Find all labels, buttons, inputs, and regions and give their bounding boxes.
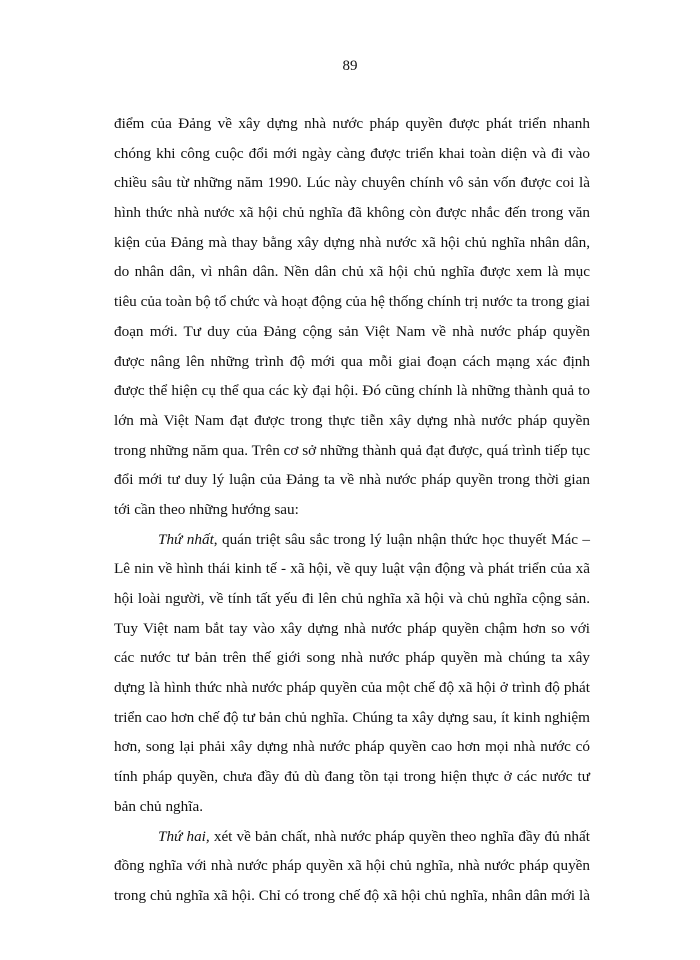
text-line: Tuy Việt nam bắt tay vào xây dựng nhà nước pháp quyền chậm hơn so với: [114, 619, 590, 637]
italic-heading: Thứ nhất: [158, 530, 214, 548]
text-line: bản chủ nghĩa.: [114, 797, 203, 815]
text-line: lớn mà Việt Nam đạt được trong thực tiễn xây dựng nhà nước pháp quyền: [114, 411, 590, 429]
text-line: đổi mới tư duy lý luận của Đảng ta về nhà nước pháp quyền trong thời gian: [114, 471, 590, 489]
text-line: do nhân dân, vì nhân dân. Nền dân chủ xã hội chủ nghĩa được xem là mục: [114, 263, 590, 281]
body-text: [114, 109, 590, 911]
text-line: các nước tư bản trên thế giới song nhà nước pháp quyền mà chúng ta xây: [114, 649, 590, 667]
text-line: điểm của Đảng về xây dựng nhà nước pháp quyền được phát triển nhanh: [114, 115, 590, 132]
text-line: tới cần theo những hướng sau:: [114, 500, 299, 518]
text-line: kiện của Đảng mà thay bằng xây dựng nhà nước xã hội chủ nghĩa nhân dân,: [114, 233, 590, 251]
text-line: đồng nghĩa với nhà nước pháp quyền xã hội chủ nghĩa, nhà nước pháp quyền: [114, 857, 590, 875]
text-line: tiêu của toàn bộ tổ chức và hoạt động của hệ thống chính trị nước ta trong giai: [114, 293, 590, 311]
text-line: triển cao hơn chế độ tư bản chủ nghĩa. Chúng ta xây dựng sau, ít kinh nghiệm: [114, 708, 590, 726]
text-line: được nâng lên những trình độ mới qua mỗi giai đoạn cách mạng xác định: [114, 352, 590, 370]
text-span: , quán triệt sâu sắc trong lý luận nhận thức học thuyết Mác –: [213, 530, 590, 548]
text-line: trong những năm qua. Trên cơ sở những thành quả đạt được, quá trình tiếp tục: [114, 441, 590, 459]
text-line: hơn, song lại phải xây dựng nhà nước pháp quyền cao hơn mọi nhà nước có: [114, 738, 590, 756]
paragraph-first-line: [114, 525, 590, 555]
text-line: Lê nin về hình thái kinh tế - xã hội, về quy luật vận động và phát triển của xã: [114, 560, 590, 578]
text-line: hình thức nhà nước xã hội chủ nghĩa đã không còn được nhắc đến trong văn: [114, 204, 590, 222]
text-line: trong chủ nghĩa xã hội. Chỉ có trong chế độ xã hội chủ nghĩa, nhân dân mới là: [114, 886, 590, 904]
text-line: được thể hiện cụ thể qua các kỳ đại hội. Đó cũng chính là những thành quả to: [114, 382, 590, 400]
paragraph-first-line: [114, 822, 590, 852]
text-line: dựng là hình thức nhà nước pháp quyền của một chế độ xã hội ở trình độ phát: [114, 679, 590, 697]
italic-heading: Thứ hai,: [158, 827, 210, 845]
text-line: hội loài người, về tính tất yếu đi lên chủ nghĩa xã hội và chủ nghĩa cộng sản.: [114, 590, 590, 607]
text-line: chiều sâu từ những năm 1990. Lúc này chuyên chính vô sản vốn được coi là: [114, 174, 590, 192]
text-span: xét về bản chất, nhà nước pháp quyền theo nghĩa đầy đủ nhất: [209, 827, 590, 845]
text-line: chóng khi công cuộc đổi mới ngày càng được triển khai toàn diện và đi vào: [114, 144, 590, 162]
text-line: đoạn mới. Tư duy của Đảng cộng sản Việt Nam về nhà nước pháp quyền: [114, 322, 590, 340]
text-line: tính pháp quyền, chưa đầy đủ dù đang tồn tại trong hiện thực ở các nước tư: [114, 768, 590, 786]
page-number: 89: [342, 58, 358, 74]
